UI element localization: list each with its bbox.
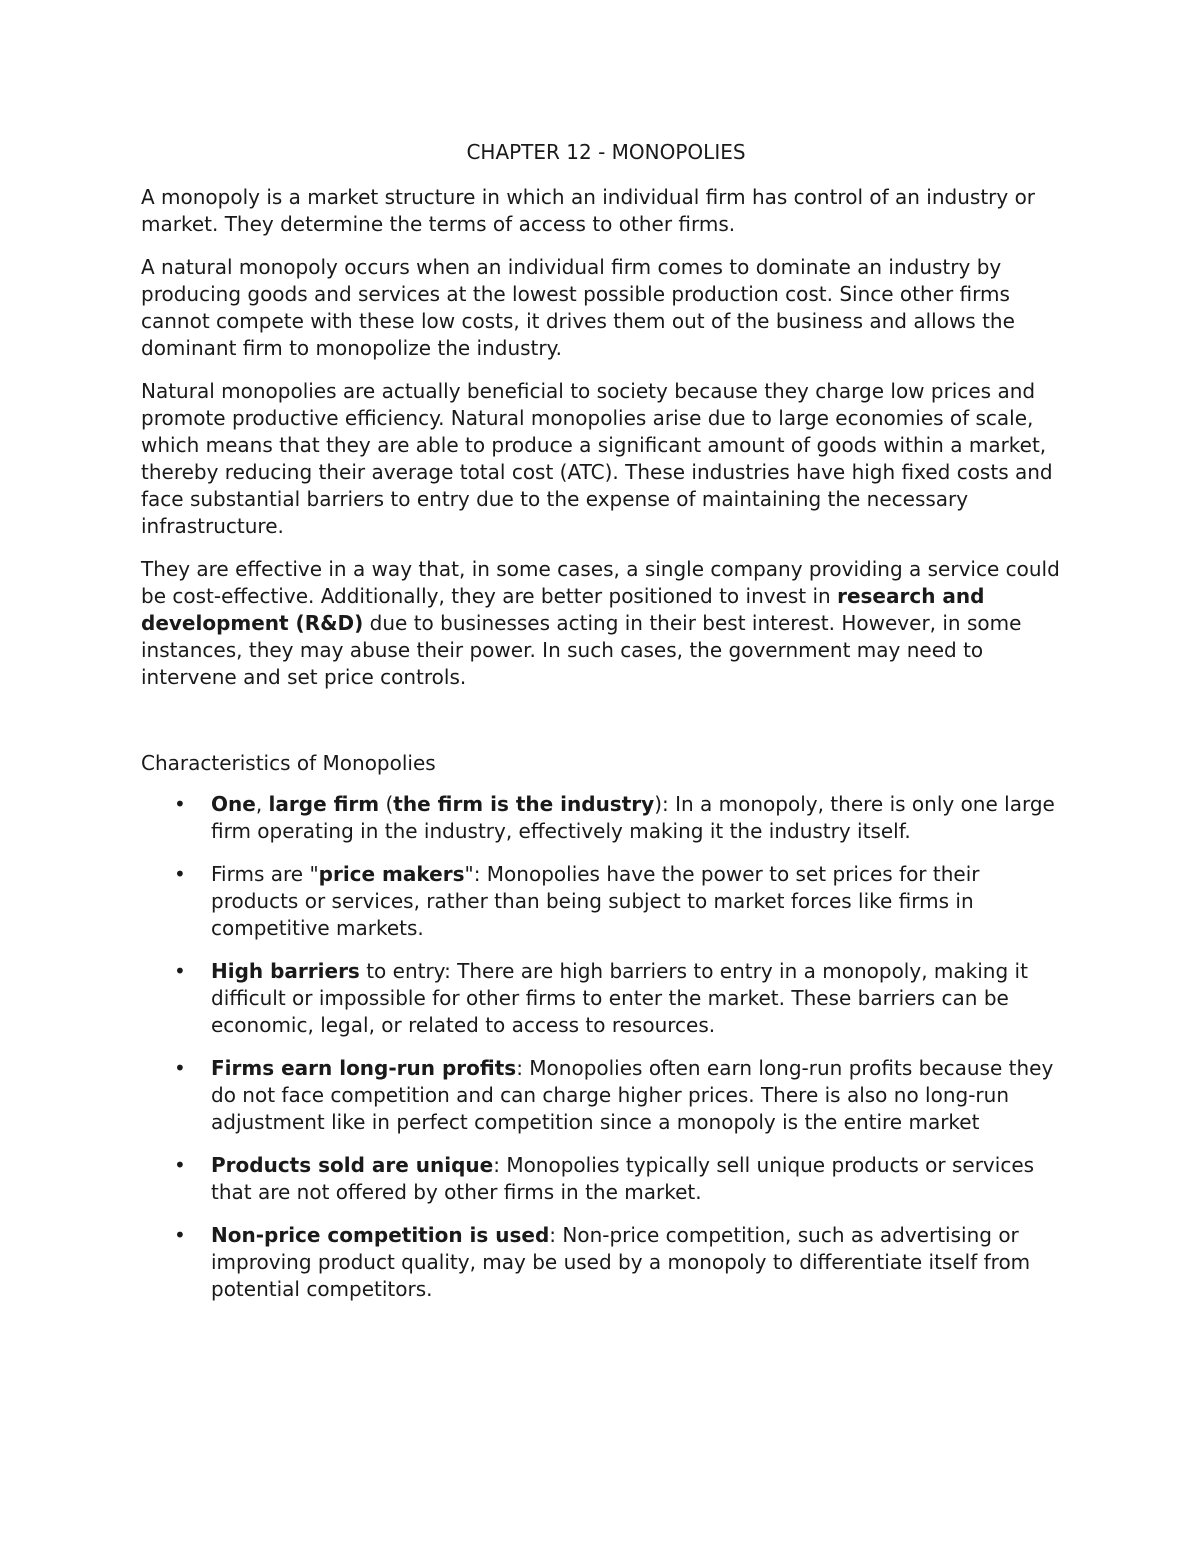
list-item <box>141 861 1071 942</box>
document-page <box>141 136 1071 1319</box>
bullet-icon: • <box>174 862 186 886</box>
list-item <box>141 791 1071 845</box>
spacer <box>141 707 1071 750</box>
bold-term: Firms earn long-run profits <box>211 1056 517 1080</box>
list-item-text: , <box>255 792 269 816</box>
bullet-icon: • <box>174 1223 186 1247</box>
bold-term-rnd: research and development (R&D) <box>141 584 985 635</box>
characteristics-list <box>141 791 1071 1303</box>
bullet-icon: • <box>174 959 186 983</box>
paragraph-natural-monopoly-benefits: Natural monopolies are actually beneficial to society because they charge low prices and promote productive efficiency. Natural monopolies arise due to large economies of scale, which means that they are able to produce a significant amount of goods within a market, thereby reducing their average total cost (ATC). These industries have high fixed costs and face substantial barriers to entry due to the expense of maintaining the necessary infrastructure. <box>141 379 1053 538</box>
paragraph-text: due to businesses acting in their best interest. However, in some instances, they may abuse their power. In such cases, the government may need to intervene and set price controls. <box>141 611 1022 689</box>
list-item <box>141 958 1071 1039</box>
list-item-text: : Monopolies typically sell unique products or services that are not offered by other firms in the market. <box>211 1153 1035 1204</box>
list-item-text: ": Monopolies have the power to set prices for their products or services, rather than being subject to market forces like firms in competitive markets. <box>211 862 980 940</box>
paragraph-natural-monopoly: A natural monopoly occurs when an individual firm comes to dominate an industry by producing goods and services at the lowest possible production cost. Since other firms cannot compete with these low costs, it drives them out of the business and allows the dominant firm to monopolize the industry. <box>141 255 1015 360</box>
list-item-text: : Monopolies often earn long-run profits because they do not face competition and can charge higher prices. There is also no long-run adjustment like in perfect competition since a monopoly is the entire market <box>211 1056 1054 1134</box>
bold-term: Non-price competition is used <box>211 1223 550 1247</box>
bold-term: Products sold are unique <box>211 1153 494 1177</box>
bold-term: High barriers <box>211 959 360 983</box>
list-item <box>141 1152 1071 1206</box>
list-item-text: Firms are " <box>211 862 319 886</box>
page-title: CHAPTER 12 - MONOPOLIES <box>466 140 746 164</box>
list-item-text: ( <box>379 792 394 816</box>
paragraph-text: They are effective in a way that, in some cases, a single company providing a service could be cost-effective. Additionally, they are better positioned to invest in <box>141 557 1060 608</box>
list-item-text: : Non-price competition, such as advertising or improving product quality, may be used by a monopoly to differentiate itself from potential competitors. <box>211 1223 1031 1301</box>
list-item-text: to entry: There are high barriers to entry in a monopoly, making it difficult or impossible for other firms to enter the market. These barriers can be economic, legal, or related to access to resources. <box>211 959 1028 1037</box>
bold-term: price makers <box>318 862 465 886</box>
list-item <box>141 1222 1071 1303</box>
bullet-icon: • <box>174 1056 186 1080</box>
list-item <box>141 1055 1071 1136</box>
paragraph-effectiveness <box>141 556 1071 691</box>
bullet-icon: • <box>174 792 186 816</box>
bold-term: One <box>211 792 256 816</box>
list-item-text: ): In a monopoly, there is only one large firm operating in the industry, effectively making it the industry itself. <box>211 792 1055 843</box>
bullet-icon: • <box>174 1153 186 1177</box>
paragraph-monopoly-definition: A monopoly is a market structure in which an individual firm has control of an industry or market. They determine the terms of access to other firms. <box>141 185 1036 236</box>
bold-term: large firm <box>268 792 380 816</box>
bold-term: the firm is the industry <box>393 792 655 816</box>
section-heading: Characteristics of Monopolies <box>141 751 436 775</box>
